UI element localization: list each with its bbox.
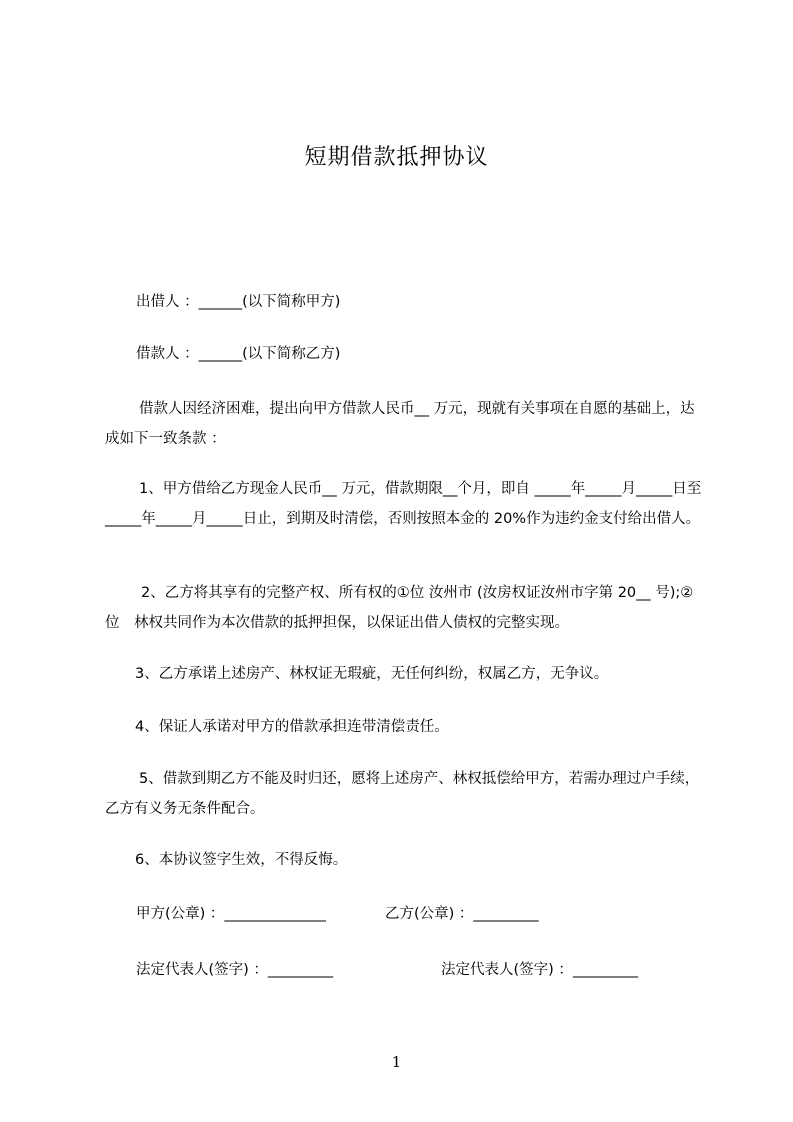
page-number: 1 — [391, 1053, 402, 1071]
clause-5: 5、借款到期乙方不能及时归还，愿将上述房产、林权抵偿给甲方，若需办理过户手续，乙方有义务无条件配合。 — [105, 771, 700, 817]
lender-line: 出借人 ：______(以下简称甲方) — [136, 294, 341, 310]
preamble-paragraph: 借款人因经济困难，提出向甲方借款人民币__ 万元，现就有关事项在自愿的基础上，达成如下一致条款 ： — [105, 401, 695, 447]
party-a-seal-line: 甲方(公章) ：______________ — [136, 906, 326, 922]
clause-3: 3、乙方承诺上述房产、林权证无瑕疵，无任何纠纷，权属乙方，无争议。 — [135, 666, 609, 682]
clause-4: 4、保证人承诺对甲方的借款承担连带清偿责任。 — [135, 719, 449, 735]
clause-6: 6、本协议签字生效，不得反悔。 — [135, 852, 348, 868]
party-b-rep-line: 法定代表人(签字) ：_________ — [441, 962, 639, 978]
clause-2: 2、乙方将其享有的完整产权、所有权的①位 汝州市 (汝房权证汝州市字第 20__ 号);②位 林权共同作为本次借款的抵押担保，以保证出借人债权的完整实现。 — [105, 585, 694, 631]
party-b-seal-line: 乙方(公章) ：_________ — [385, 906, 539, 922]
borrower-line: 借款人 ：______(以下简称乙方) — [136, 346, 341, 362]
party-a-rep-line: 法定代表人(签字) ：_________ — [136, 962, 334, 978]
clause-1: 1、甲方借给乙方现金人民币__ 万元，借款期限__个月，即自 _____年_____月_____日至 _____年_____月_____日止，到期及时清偿，否则按照本金的 20%作为违约金支付给出借人。 — [105, 481, 716, 527]
document-title: 短期借款抵押协议 — [304, 145, 489, 170]
